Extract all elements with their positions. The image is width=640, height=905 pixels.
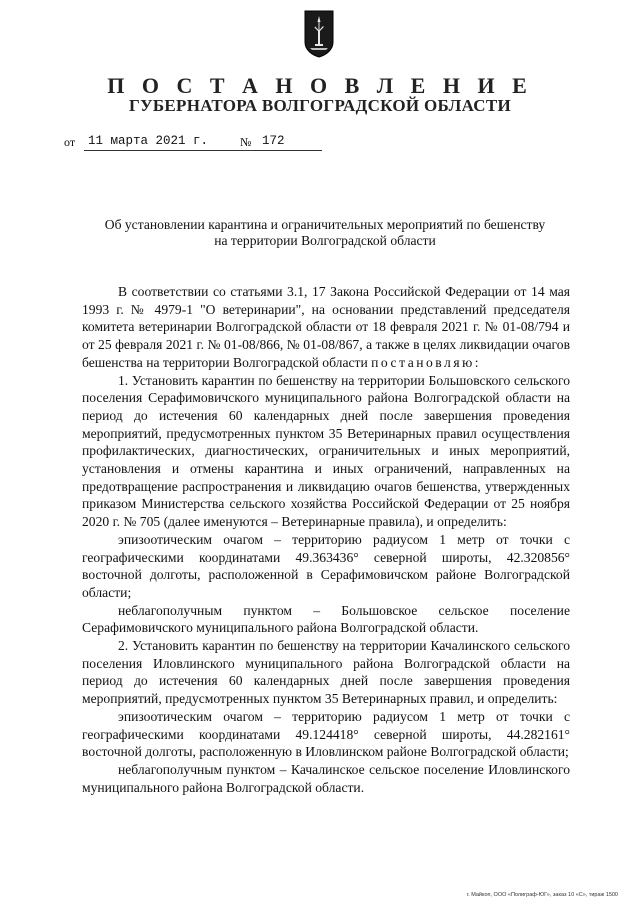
date-value: 11 марта 2021 г. (88, 134, 209, 148)
intro-text: В соответствии со статьями 3.1, 17 Закона Российской Федерации от 14 мая 1993 г. № 4979-1 "О ветеринарии", на основании представлений председателя комитета ветеринарии Волгоградской области от 18 февраля 2021 г. № 01-08/794 и от 25 февраля 2021 г. № 01-08/866, № 01-08/867, а также в целях ликвидации очагов бешенства на территории Волгоградской области (82, 284, 570, 370)
date-label: от (64, 135, 76, 149)
document-body (82, 283, 570, 796)
printer-imprint: г. Майкоп, ООО «Полиграф-ЮГ», заказ 10 «С», тираж 1500 (466, 892, 618, 898)
item-1-point-paragraph: неблагополучным пунктом – Большовское сельское поселение Серафимовичского муниципального района Волгоградской области. (82, 602, 570, 636)
volgograd-coat-of-arms-icon (304, 10, 334, 58)
document-date (64, 134, 209, 150)
item-1-paragraph: 1. Установить карантин по бешенству на территории Большовского сельского поселения Серафимовичского муниципального района Волгоградской области на период до истечения 60 календарных дней после завершения проведения мероприятий, предусмотренных пунктом 35 Ветеринарных правил осуществления профилактических, диагностических, ограничительных и иных мероприятий, установления и отмены карантина и иных ограничений, направленных на предотвращение распространения и ликвидацию очагов бешенства, утвержденных приказом Министерства сельского хозяйства Российской Федерации от 25 ноября 2020 г. № 705 (далее именуются – Ветеринарные правила), и определить: (82, 372, 570, 530)
subject-line-1: Об установлении карантина и ограничительных мероприятий по бешенству (104, 217, 546, 232)
item-2-focus-paragraph: эпизоотическим очагом – территорию радиусом 1 метр от точки с географическими координатами 49.124418° северной широты, 44.282161° восточной долготы, расположенную в Иловлинском районе Волгоградской области; (82, 708, 570, 760)
document-subject (70, 217, 580, 249)
document-number (240, 134, 285, 150)
number-value: 172 (262, 134, 285, 148)
number-label: № (240, 135, 252, 149)
subject-line-2: на территории Волгоградской области (214, 233, 436, 248)
document-title: П О С Т А Н О В Л Е Н И Е (107, 73, 533, 98)
intro-verb: постановляю: (371, 354, 482, 370)
document-subtitle: ГУБЕРНАТОРА ВОЛГОГРАДСКОЙ ОБЛАСТИ (128, 96, 512, 115)
intro-paragraph (82, 283, 570, 372)
item-2-point-paragraph: неблагополучным пунктом – Качалинское сельское поселение Иловлинского муниципального района Волгоградской области. (82, 761, 570, 795)
item-2-paragraph: 2. Установить карантин по бешенству на территории Качалинского сельского поселения Иловлинского муниципального района Волгоградской области на период до истечения 60 календарных дней после завершения проведения мероприятий, предусмотренных пунктом 35 Ветеринарных правил, и определить: (82, 638, 570, 707)
item-1-focus-paragraph: эпизоотическим очагом – территорию радиусом 1 метр от точки с географическими координатами 49.363436° северной широты, 42.320856° восточной долготы, расположенной в Серафимовичском районе Волгоградской области; (82, 531, 570, 600)
number-underline (258, 150, 322, 151)
